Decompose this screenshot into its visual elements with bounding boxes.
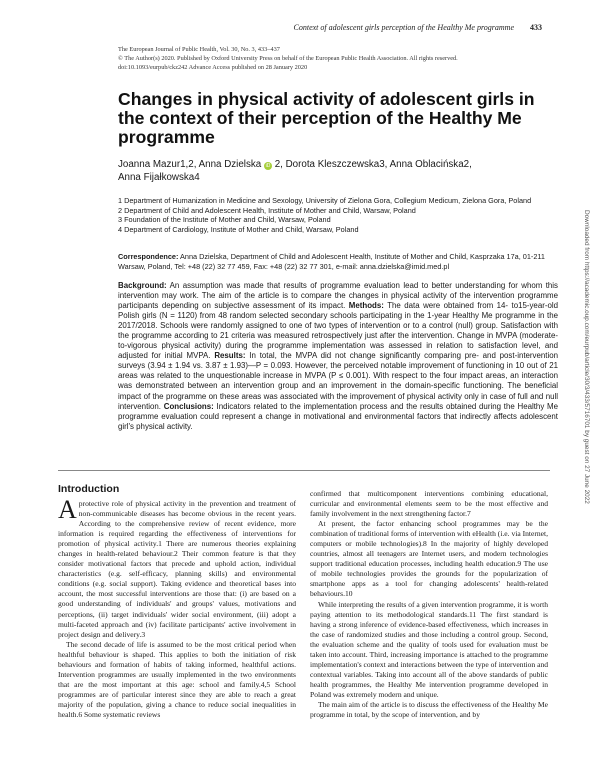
intro-paragraph-6: The main aim of the article is to discuss the effectiveness of the Healthy Me programme in total, by the scope of intervention, and by bbox=[310, 699, 548, 720]
running-header bbox=[294, 23, 542, 32]
drop-cap: A bbox=[58, 495, 77, 524]
running-header-text: Context of adolescent girls perception of the Healthy Me programme bbox=[293, 23, 514, 32]
doi-line: doi:10.1093/eurpub/ckz242 Advance Access published on 28 January 2020 bbox=[118, 64, 308, 71]
intro-paragraph-5: While interpreting the results of a given intervention programme, it is worth paying attention to its methodological standards.11 The first standard is having a strong inference of evidence-based effectiveness, which increases in the case of randomized studies and those including a control group. Second, the evaluation scheme and the quality of tools used for evaluation must be taken into account. Third, increasing importance is attached to the programme implementation's context and interactions between the type of intervention and contextual variables. Taking into account all of the above standards of public health programmes, the Healthy Me intervention programme developed in Poland was extremely modern and unique. bbox=[310, 599, 548, 699]
right-column bbox=[310, 489, 548, 720]
download-watermark: Downloaded from https://academic.oup.com/eurpub/article/30/3/433/5716701 by guest on 27 June 2022 bbox=[583, 210, 590, 504]
copyright-line: © The Author(s) 2020. Published by Oxford University Press on behalf of the European Public Health Association. All rights reserved. bbox=[118, 55, 458, 62]
intro-paragraph-1-text: protective role of physical activity in the prevention and treatment of non-communicable diseases has become obvious in the recent years. According to the comprehensive review of recent evidence, more information is required regarding the effectiveness of interventions for promotion of physical activity.1 There are numerous theories explaining changes in health-related behaviour.2 Their common feature is that they consider motivational factors that precede and uphold action, individual characteristics (e.g. self-efficacy, planning skills) and environmental conditions (e.g. social support). Taking evidence and theoretical bases into account, the most successful interventions are those that: (i) are based on a good understanding of individuals' and groups' values, motivations and perceptions, (ii) target individuals' wider social environment, (iii) adopt a multi-faceted approach and (iv) facilitate participants' active involvement in project design and delivery.3 bbox=[58, 499, 296, 639]
abstract-background-label: Background: bbox=[118, 281, 167, 290]
intro-paragraph-3: confirmed that multicomponent interventions combining educational, curricular and environmental elements seem to be the most effective and family involvement in the next strengthening factor.7 bbox=[310, 489, 548, 519]
abstract-results: In total, the MVPA did not change significantly comparing pre- and post-intervention surveys (3.94 ± 1.94 vs. 3.87 ± 1.93)—P = 0.093. However, the perceived notable improvement of functioning in 10 out of 21 areas was related to the unquestionable increase in MVPA (P ≤ 0.001). With respect to the four impact areas, an interaction was demonstrated between an intervention group and an improvement in the domain-specific functioning. The beneficial impact of the programme on these areas was associated with the improvement of physical activity only in case of full and null intervention. bbox=[118, 351, 558, 411]
abstract-results-label: Results: bbox=[210, 351, 246, 361]
affiliation-4: 4 Department of Cardiology, Institute of Mother and Child, Warsaw, Poland bbox=[118, 224, 359, 234]
abstract-conclusions: Indicators related to the implementation process and the results obtained during the Healthy Me programme evaluation could represent a change in motivational and environmental factors that indirectly affects adolescent girl's physical activity. bbox=[118, 401, 559, 431]
introduction-heading: Introduction bbox=[58, 483, 120, 495]
affiliation-3: 3 Foundation of the Institute of Mother and Child, Warsaw, Poland bbox=[118, 215, 331, 225]
abstract-conclusions-label: Conclusions: bbox=[161, 401, 214, 411]
abstract-methods-label: Methods: bbox=[345, 301, 384, 311]
page-number: 433 bbox=[530, 23, 542, 32]
section-divider bbox=[58, 470, 550, 471]
correspondence bbox=[118, 252, 558, 272]
intro-paragraph-1 bbox=[58, 495, 296, 640]
article-title: Changes in physical activity of adolescent girls in the context of their perception of the Healthy Me programme bbox=[118, 89, 535, 147]
authors-line-1: Joanna Mazur1,2, Anna Dzielska bbox=[118, 159, 262, 170]
orcid-icon[interactable]: iD bbox=[265, 163, 271, 169]
affiliations bbox=[118, 196, 558, 234]
affiliation-2: 2 Department of Child and Adolescent Health, Institute of Mother and Child, Warsaw, Poland bbox=[118, 205, 416, 215]
article-meta bbox=[118, 45, 458, 72]
journal-citation: The European Journal of Public Health, Vol. 30, No. 3, 433–437 bbox=[118, 46, 280, 53]
intro-paragraph-2: The second decade of life is assumed to be the most critical period when healthful behaviour is shaped. This applies to both the initiation of risk behaviours and formation of habits of taking informed, healthful actions. Intervention programmes are usually implemented in the two environments that are the most important at this age: school and family.4,5 School programmes are of particular interest since they are able to reach a great majority of the population, giving a chance to reduce social inequalities in health.6 Some systematic reviews bbox=[58, 639, 296, 719]
author-list bbox=[118, 158, 558, 184]
abstract-methods: The data were obtained from 14- to15-year-old Polish girls (N = 1120) from 48 random selected secondary schools participating in the 1-year Healthy Me programme in the 2017/2018. Schools were randomly assigned to one of two types of intervention or to a control (null) group. Satisfaction with the programme according to 21 criteria was measured retrospectively just after the intervention. Change in MVPA (moderate-to-vigorous physical activity) during the programme implementation was assessed in relation to satisfaction level, and adjusted for initial MVPA. bbox=[118, 301, 558, 361]
authors-line-2: Anna Fijałkowska4 bbox=[118, 172, 200, 183]
left-column bbox=[58, 495, 296, 720]
abstract-background: An assumption was made that results of programme evaluation lead to better understanding for whom this intervention may work. The aim of the article is to compare the changes in physical activity of the intervention programme participants depending on subjective assessment of its impact. bbox=[118, 281, 558, 311]
affiliation-1: 1 Department of Humanization in Medicine and Sexology, University of Zielona Gora, Collegium Medicum, Zielona Gora, Poland bbox=[118, 196, 532, 205]
intro-paragraph-4: At present, the factor enhancing school programmes may be the combination of traditional forms of intervention with eHealth (i.e. via Internet, computers or mobile technologies).8 In the majority of highly developed countries, almost all teenagers are Internet users, and modern technologies support traditional education processes, including health education.9 The use of mobile technologies provides the grounds for the popularization of smartphone apps as a tool for changing adolescents' health-related behaviours.10 bbox=[310, 519, 548, 599]
correspondence-label: Correspondence: bbox=[118, 252, 179, 261]
correspondence-text: Anna Dzielska, Department of Child and Adolescent Health, Institute of Mother and Child, Kasprzaka 17a, 01-211 Warsaw, Poland, Tel: +48 (22) 32 77 459, Fax: +48 (22) 32 77 301, e-mail: anna.dzielska@imid.med.pl bbox=[118, 252, 545, 271]
authors-line-1b: 2, Dorota Kleszczewska3, Anna Oblacińska2, bbox=[271, 159, 472, 170]
abstract bbox=[118, 281, 558, 432]
